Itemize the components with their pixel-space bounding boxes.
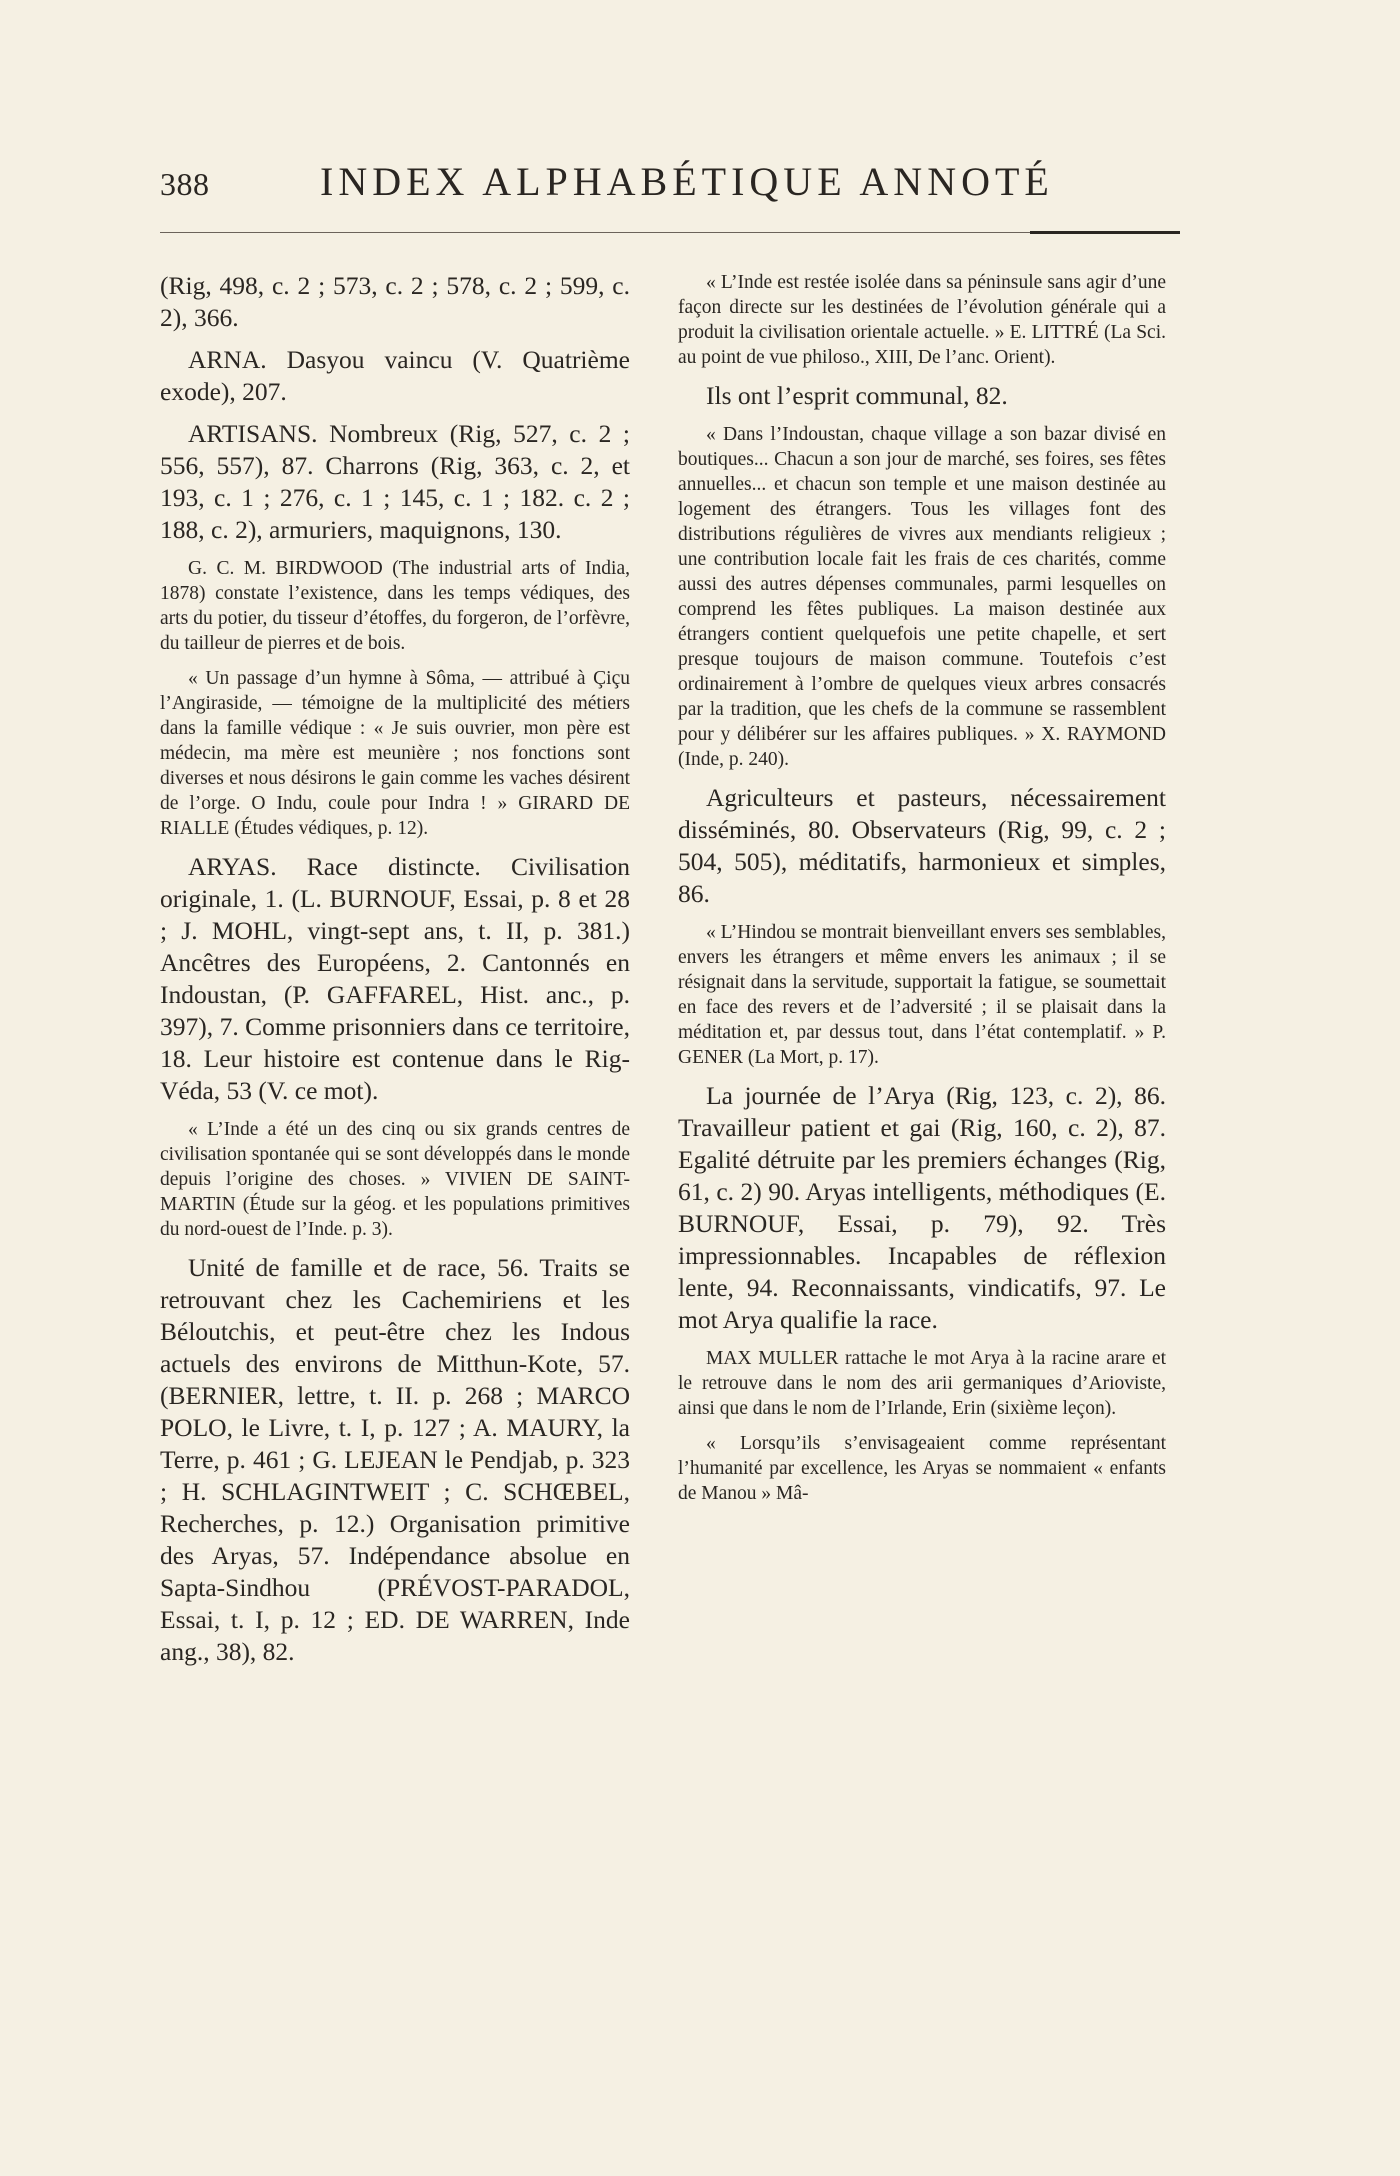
entry-paragraph: (Rig, 498, c. 2 ; 573, c. 2 ; 578, c. 2 ; 599, c. 2), 366. xyxy=(160,271,630,332)
quote-paragraph: « Lorsqu’ils s’envisageaient comme représentant l’humanité par excellence, les Aryas se nommaient « enfants de Manou » Mâ- xyxy=(678,1433,1166,1504)
quote-paragraph: « L’Inde a été un des cinq ou six grands centres de civilisation spontanée qui se sont développés dans le monde depuis l’origine des choses. » VIVIEN DE SAINT-MARTIN (Étude sur la géog. et les populations primitives du nord-ouest de l’Inde. p. 3). xyxy=(160,1119,630,1240)
entry-paragraph: Unité de famille et de race, 56. Traits se retrouvant chez les Cachemiriens et les Béloutchis, et peut-être chez les Indous actuels des environs de Mitthun-Kote, 57. (BERNIER, lettre, t. II. p. 268 ; MARCO POLO, le Livre, t. I, p. 127 ; A. MAURY, la Terre, p. 461 ; G. LEJEAN le Pendjab, p. 323 ; H. SCHLAGINTWEIT ; C. SCHŒBEL, Recherches, p. 12.) Organisation primitive des Aryas, 57. Indépendance absolue en Sapta-Sindhou (PRÉVOST-PARADOL, Essai, t. I, p. 12 ; ED. DE WARREN, Inde ang., 38), 82. xyxy=(160,1253,630,1666)
right-column xyxy=(678,270,1166,1516)
page-header xyxy=(160,158,1180,218)
quote-paragraph: « L’Inde est restée isolée dans sa péninsule sans agir d’une façon directe sur les destinées de l’évolution générale qui a produit la civilisation orientale actuelle. » E. LITTRÉ (La Sci. au point de vue philoso., XIII, De l’anc. Orient). xyxy=(678,272,1166,368)
quote-paragraph: G. C. M. BIRDWOOD (The industrial arts of India, 1878) constate l’existence, dans les temps védiques, des arts du potier, du tisseur d’étoffes, du forgeron, de l’orfèvre, du tailleur de pierres et de bois. xyxy=(160,558,630,654)
entry-artisans: ARTISANS. Nombreux (Rig, 527, c. 2 ; 556, 557), 87. Charrons (Rig, 363, c. 2, et 193, c. 1 ; 276, c. 1 ; 145, c. 1 ; 182. c. 2 ; 188, c. 2), armuriers, maquignons, 130. xyxy=(160,419,630,544)
left-column xyxy=(160,270,630,1678)
header-rule-thin xyxy=(160,232,1180,233)
page-number: 388 xyxy=(160,166,210,202)
entry-arna: ARNA. Dasyou vaincu (V. Quatrième exode), 207. xyxy=(160,345,630,406)
quote-paragraph: « L’Hindou se montrait bienveillant envers ses semblables, envers les étrangers et même envers les animaux ; il se résignait dans la servitude, supportait la fatigue, se soumettait en face des revers et de l’adversité ; il se plaisait dans la méditation et, par dessus tout, dans l’état contemplatif. » P. GENER (La Mort, p. 17). xyxy=(678,922,1166,1068)
header-rule-thick xyxy=(1030,231,1180,234)
running-title: INDEX ALPHABÉTIQUE ANNOTÉ xyxy=(320,159,1054,204)
entry-paragraph: La journée de l’Arya (Rig, 123, c. 2), 86. Travailleur patient et gai (Rig, 160, c. 2), 87. Egalité détruite par les premiers échanges (Rig, 61, c. 2) 90. Aryas intelligents, méthodiques (E. BURNOUF, Essai, p. 79), 92. Très impressionnables. Incapables de réflexion lente, 94. Reconnaissants, vindicatifs, 97. Le mot Arya qualifie la race. xyxy=(678,1081,1166,1334)
entry-paragraph: Agriculteurs et pasteurs, nécessairement disséminés, 80. Observateurs (Rig, 99, c. 2 ; 504, 505), méditatifs, harmonieux et simples, 86. xyxy=(678,783,1166,908)
quote-paragraph: MAX MULLER rattache le mot Arya à la racine arare et le retrouve dans le nom des arii germaniques d’Arioviste, ainsi que dans le nom de l’Irlande, Erin (sixième leçon). xyxy=(678,1348,1166,1419)
entry-paragraph: Ils ont l’esprit communal, 82. xyxy=(706,381,1008,410)
header-rule xyxy=(160,232,1180,235)
entry-aryas: ARYAS. Race distincte. Civilisation originale, 1. (L. BURNOUF, Essai, p. 8 et 28 ; J. MOHL, vingt-sept ans, t. II, p. 381.) Ancêtres des Européens, 2. Cantonnés en Indoustan, (P. GAFFAREL, Hist. anc., p. 397), 7. Comme prisonniers dans ce territoire, 18. Leur histoire est contenue dans le Rig-Véda, 53 (V. ce mot). xyxy=(160,852,630,1105)
quote-paragraph: « Un passage d’un hymne à Sôma, — attribué à Çiçu l’Angiraside, — témoigne de la multiplicité des métiers dans la famille védique : « Je suis ouvrier, mon père est médecin, ma mère est meunière ; nos fonctions sont diverses et nous désirons le gain comme les vaches désirent de l’orge. O Indu, coule pour Indra ! » GIRARD DE RIALLE (Études védiques, p. 12). xyxy=(160,668,630,839)
quote-paragraph: « Dans l’Indoustan, chaque village a son bazar divisé en boutiques... Chacun a son jour de marché, ses foires, ses fêtes annuelles... et chacun son temple et une maison destinée au logement des étrangers. Tous les villages font des distributions régulières de vivres aux mendiants religieux ; une contribution locale fait les frais de ces charités, comme aussi des autres dépenses communales, parmi lesquelles on comprend les fêtes publiques. La maison destinée aux étrangers contient quelquefois une petite chapelle, et sert presque toujours de maison commune. Toutefois c’est ordinairement à l’ombre de quelques vieux arbres consacrés par la tradition, que les chefs de la commune se rassemblent pour y délibérer sur les affaires publiques. » X. RAYMOND (Inde, p. 240). xyxy=(678,424,1166,770)
